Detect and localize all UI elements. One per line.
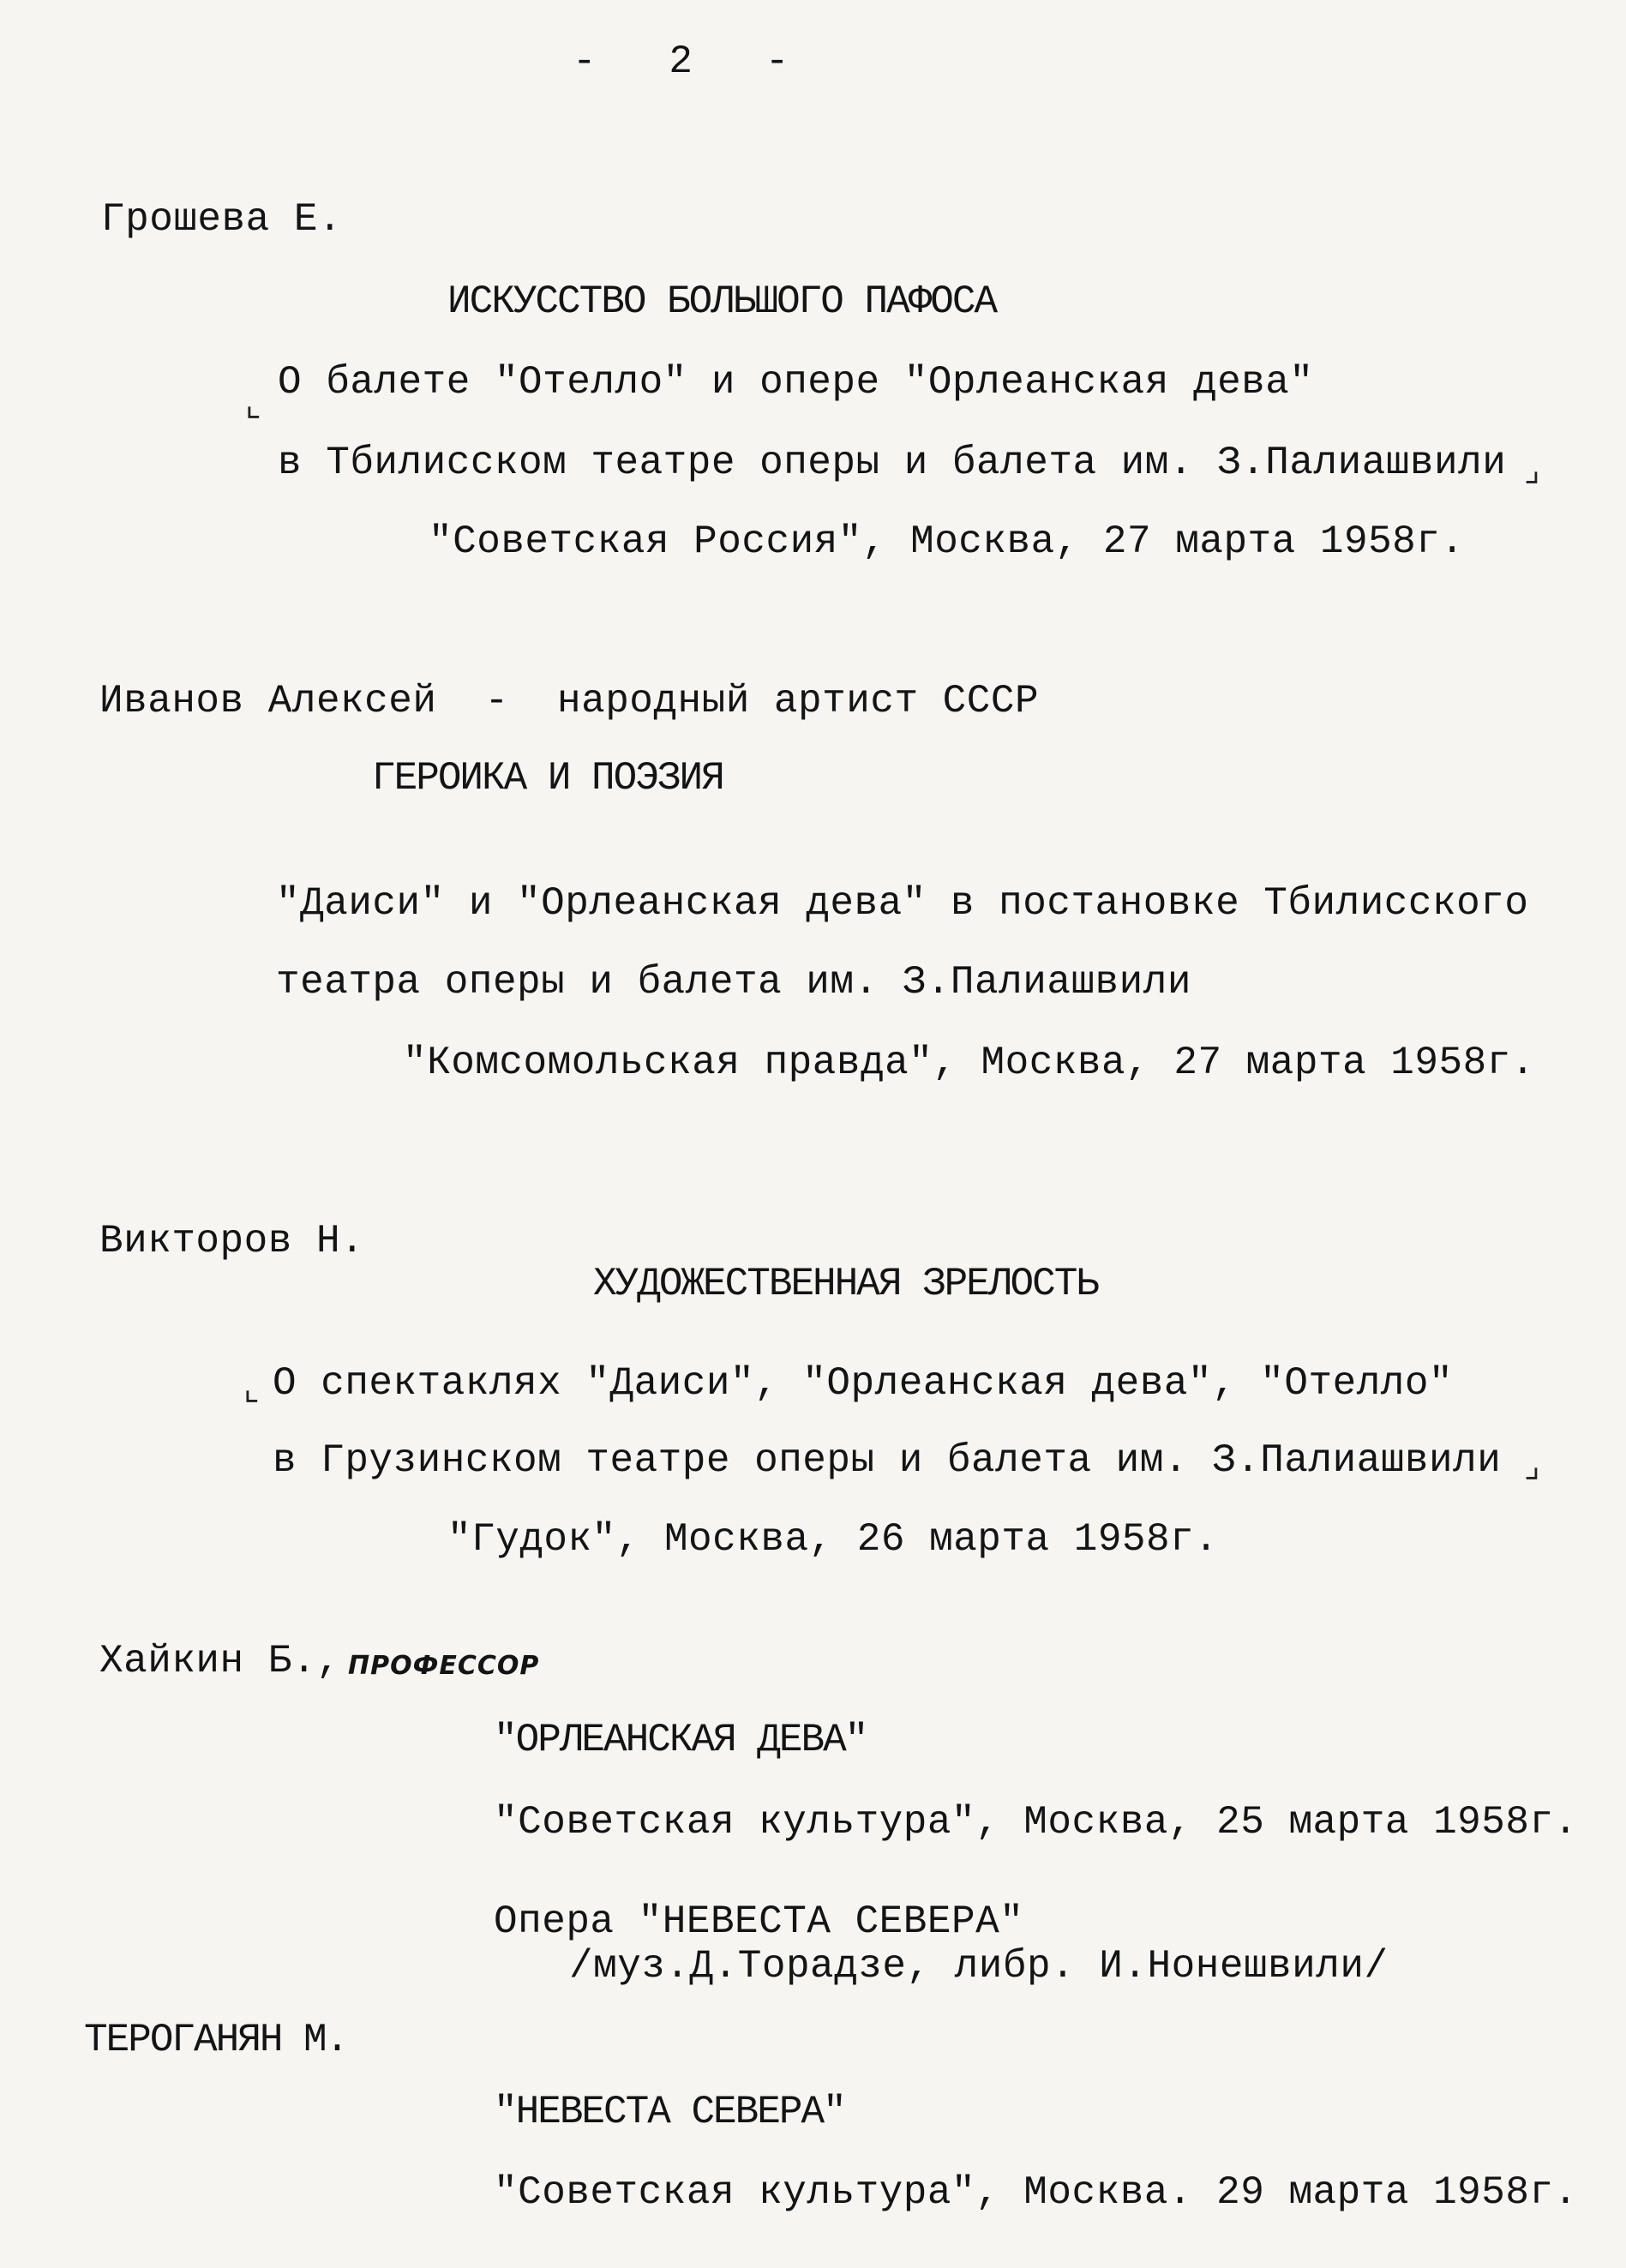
entry-3-description-line-1: О спектаклях "Даиси", "Орлеанская дева", "Отелло" xyxy=(273,1361,1454,1406)
entry-4-title: "ОРЛЕАНСКАЯ ДЕВА" xyxy=(494,1718,867,1762)
entry-2-description-line-1: "Даиси" и "Орлеанская дева" в постановке Тбилисского xyxy=(276,881,1529,926)
close-bracket-mark: ⌟ xyxy=(1524,450,1540,489)
entry-4-author-handwritten-note: ПРОФЕССОР xyxy=(348,1651,540,1681)
entry-2-source: "Комсомольская правда", Москва, 27 марта 1958г. xyxy=(403,1041,1535,1085)
entry-4-second-title: Опера "НЕВЕСТА СЕВЕРА" xyxy=(494,1899,1024,1944)
entry-1-description-line-1: О балете "Отелло" и опере "Орлеанская дева" xyxy=(278,360,1314,405)
entry-3-author: Викторов Н. xyxy=(99,1219,365,1263)
entry-3-title: ХУДОЖЕСТВЕННАЯ ЗРЕЛОСТЬ xyxy=(593,1262,1098,1306)
entry-2-author: Иванов Алексей - народный артист СССР xyxy=(99,679,1040,723)
entry-1-title: ИСКУССТВО БОЛЬШОГО ПАФОСА xyxy=(447,279,997,324)
entry-4-credits: /муз.Д.Торадзе, либр. И.Нонешвили/ xyxy=(569,1944,1389,1989)
entry-4-author: Хайкин Б., xyxy=(99,1639,341,1683)
open-bracket-mark: ⌞ xyxy=(245,385,261,424)
close-bracket-mark: ⌟ xyxy=(1524,1446,1540,1485)
entry-1-description-line-2: в Тбилисском театре оперы и балета им. З.Палиашвили xyxy=(278,441,1507,485)
entry-2-description-line-2: театра оперы и балета им. З.Палиашвили xyxy=(276,960,1191,1005)
entry-3-source: "Гудок", Москва, 26 марта 1958г. xyxy=(447,1517,1219,1562)
entry-5-author: ТЕРОГАНЯН М. xyxy=(84,2018,348,2062)
entry-3-description-line-2: в Грузинском театре оперы и балета им. З.Палиашвили xyxy=(273,1438,1502,1483)
page-number: - 2 - xyxy=(573,39,789,84)
open-bracket-mark: ⌞ xyxy=(243,1369,260,1408)
entry-5-source: "Советская культура", Москва. 29 марта 1958г. xyxy=(494,2170,1578,2215)
entry-5-title: "НЕВЕСТА СЕВЕРА" xyxy=(494,2090,845,2134)
entry-4-source: "Советская культура", Москва, 25 марта 1958г. xyxy=(494,1800,1578,1845)
entry-1-author: Грошева Е. xyxy=(101,197,343,242)
entry-2-title: ГЕРОИКА И ПОЭЗИЯ xyxy=(372,756,723,801)
entry-1-source: "Советская Россия", Москва, 27 марта 1958г. xyxy=(429,519,1465,564)
